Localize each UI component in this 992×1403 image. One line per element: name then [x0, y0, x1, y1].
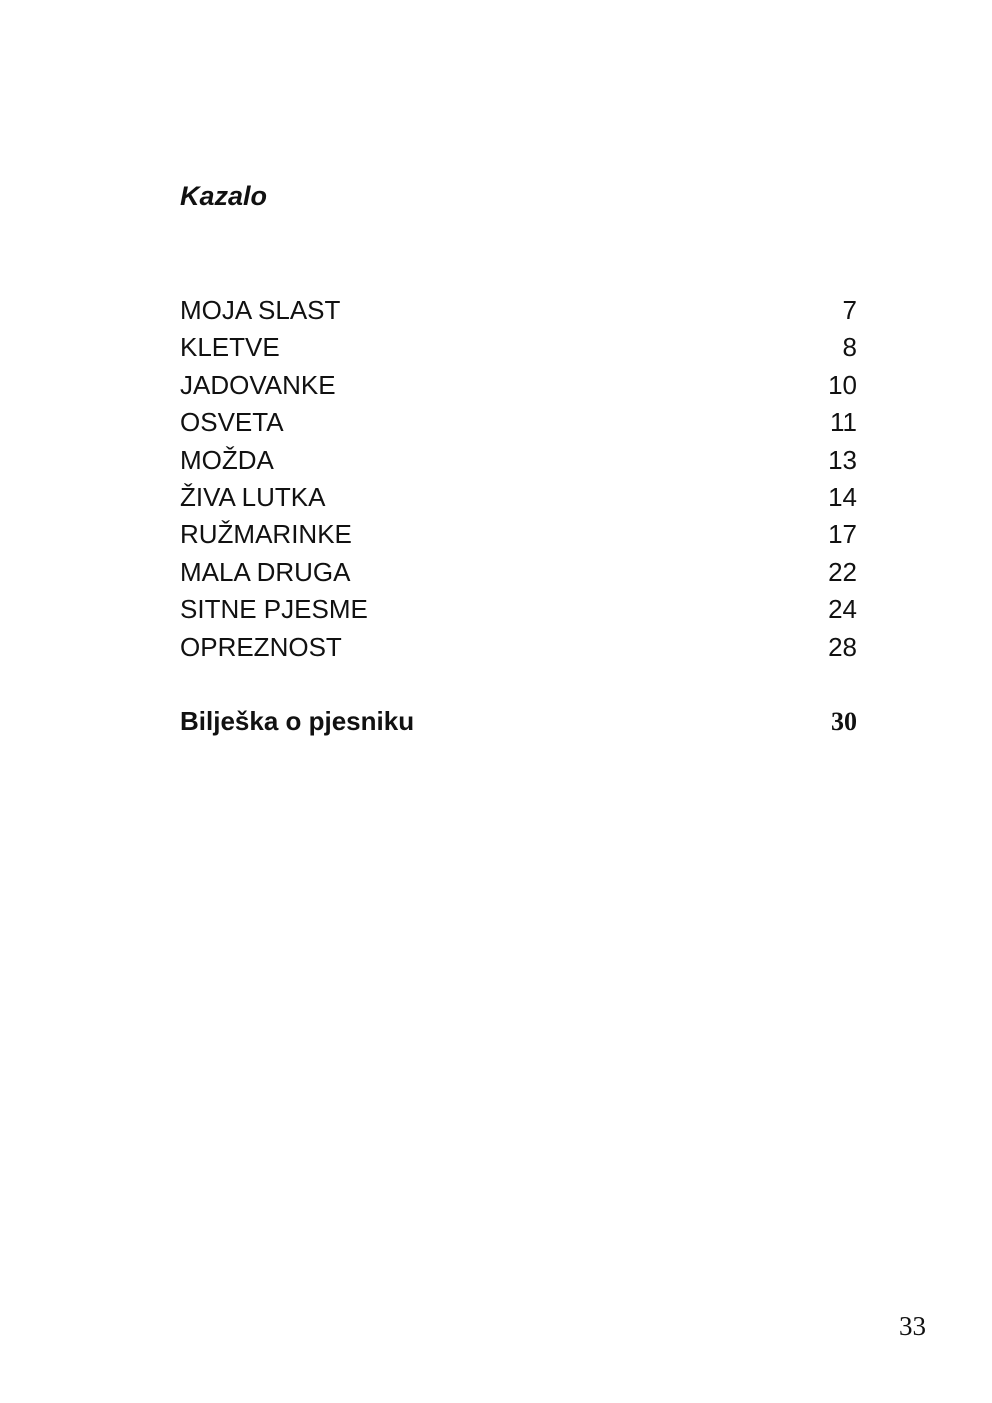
toc-entry-title: MOŽDA — [180, 444, 274, 475]
toc-entry-title: KLETVE — [180, 332, 280, 363]
toc-entry-page: 8 — [842, 332, 857, 363]
toc-entry — [180, 479, 857, 516]
toc-entry — [180, 329, 857, 366]
toc-entry-page: 17 — [828, 519, 857, 550]
table-of-contents — [180, 292, 857, 666]
toc-entry-title: SITNE PJESME — [180, 594, 368, 625]
toc-entry — [180, 591, 857, 628]
toc-entry-page: 24 — [828, 594, 857, 625]
poet-note-title: Bilješka o pjesniku — [180, 706, 415, 736]
poet-note-page: 30 — [831, 707, 857, 736]
page-number: 33 — [899, 1311, 926, 1341]
toc-entry-title: OPREZNOST — [180, 631, 342, 662]
toc-entry-page: 7 — [842, 295, 857, 325]
toc-entry-title: MOJA SLAST — [180, 295, 341, 325]
toc-entry-title: OSVETA — [180, 407, 284, 438]
page-title: Kazalo — [180, 181, 268, 211]
toc-entry-title: JADOVANKE — [180, 369, 336, 400]
toc-entry-title: ŽIVA LUTKA — [180, 481, 326, 512]
toc-entry — [180, 629, 857, 666]
toc-entry — [180, 367, 857, 404]
toc-entry-page: 10 — [828, 369, 857, 400]
toc-entry-page: 11 — [830, 407, 857, 438]
toc-entry — [180, 554, 857, 591]
toc-entry — [180, 516, 857, 553]
toc-entry-title: MALA DRUGA — [180, 556, 351, 587]
toc-entry — [180, 404, 857, 441]
toc-entry-page: 28 — [828, 631, 857, 662]
toc-entry-page: 13 — [828, 444, 857, 475]
poet-note-entry — [180, 702, 857, 740]
toc-entry — [180, 442, 857, 479]
toc-entry — [180, 292, 857, 329]
toc-entry-page: 14 — [828, 481, 857, 512]
toc-entry-title: RUŽMARINKE — [180, 519, 352, 550]
toc-entry-page: 22 — [828, 556, 857, 587]
